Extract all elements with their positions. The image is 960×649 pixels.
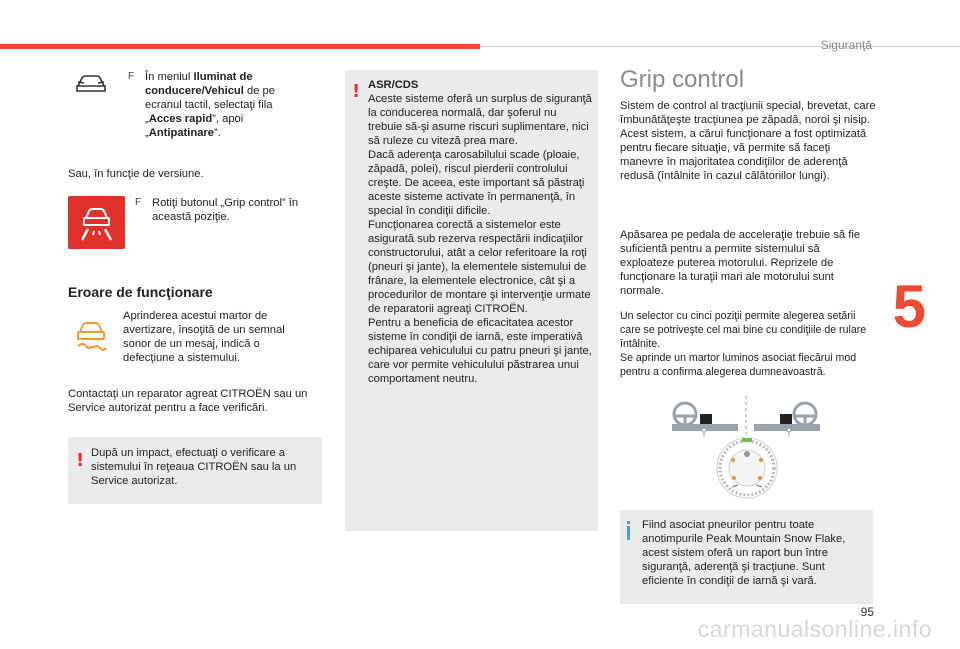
paragraph: Apăsarea pe pedala de acceleraţie trebuie să fie suficientă pentru a permite sistemului să exploateze puterea motorului. Reprizele de funcţionare la turaţii mari ale motorului sunt normale. [620, 229, 861, 297]
asr-cds-paragraph: Aceste sisteme oferă un surplus de siguranţă la conducerea normală, dar şoferul nu trebuie să-şi asume riscuri suplimentare, nici să ruleze cu viteză prea mare. [368, 93, 592, 147]
info-text: Fiind asociat pneurilor pentru toate anotimpurile Peak Mountain Snow Flake, acest sistem oferă un raport bun între siguranţă, aderenţă şi tracţiune. Sunt eficiente în condiţii de iarnă şi vară. [642, 519, 846, 587]
impact-warning-box [68, 437, 322, 504]
version-note: Sau, în funcţie de versiune. [68, 168, 204, 180]
paragraph: Acest sistem, a cărui funcţionare a fost optimizată pentru fiecare situaţie, vă permite să faceţi manevre în majoritatea condiţiilor de aderenţă redusă (întâlnite în cazul călătoriilor lungi). [620, 128, 867, 182]
bullet-marker: F [128, 71, 135, 82]
warning-icon: ! [352, 81, 361, 102]
asr-cds-paragraph: Dacă aderenţa carosabilului scade (ploaie, zăpadă, polei), riscul pierderii controlului creşte. De aceea, este important să păstraţi aceste sisteme activate în permanenţă, în special în condiţii dificile. [368, 149, 585, 217]
section-title: Siguranţă [820, 38, 872, 52]
asr-cds-box [345, 70, 598, 531]
skid-warning-icon [70, 318, 112, 354]
paragraph: Se aprinde un martor luminos asociat fiecărui mod pentru a confirma alegerea dumneavoastră. [620, 352, 857, 378]
grip-control-icon [68, 196, 125, 249]
menu-step-text: În meniul Iluminat de conducere/Vehicul de pe ecranul tactil, selectaţi fila „Acces rapid”, apoi „Antipatinare”. [145, 71, 275, 139]
asr-cds-title: ASR/CDS [368, 79, 419, 91]
selector-description [620, 309, 876, 379]
knob-step-text: Rotiţi butonul „Grip control” în această poziţie. [152, 197, 299, 223]
paragraph: Sistem de control al tracţiunii special, brevetat, care îmbunătăţeşte tracţiunea pe zăpadă, noroi şi nisip. [620, 100, 876, 126]
chapter-number: 5 [892, 273, 926, 340]
header-accent-bar [0, 44, 480, 49]
impact-warning-text: După un impact, efectuaţi o verificare a sistemului în reţeaua CITROËN sau la un Service autorizat. [91, 447, 297, 487]
bullet-marker: F [135, 197, 142, 208]
contact-text: Contactaţi un reparator agreat CITROËN sau un Service autorizat pentru a face verificări. [68, 388, 308, 414]
asr-cds-paragraph: Pentru a beneficia de eficacitatea acestor sisteme în condiţii de iarnă, este imperativă echiparea vehiculului cu patru pneuri şi jante, care vor permite vehiculului păstrarea unui comportament neutru. [368, 317, 592, 385]
error-text: Aprinderea acestui martor de avertizare, însoţită de un semnal sonor de un mesaj, indică o defecţiune a sistemului. [123, 310, 285, 364]
selector-illustration [650, 394, 840, 500]
asr-cds-paragraph: Funcţionarea corectă a sistemelor este asigurată sub rezerva respectării indicaţiilor constructorului, atât a celor referitoare la roţi (pneuri şi jante), la elementele sistemului de frânare, la elementele electronice, cât şi a procedurilor de montare şi intervenţie urmate de reparatorii agreaţi CITROËN. [368, 219, 591, 315]
warning-icon: ! [76, 450, 85, 471]
grip-control-heading: Grip control [620, 66, 745, 93]
paragraph: Un selector cu cinci poziţii permite alegerea setării care se potriveşte cel mai bine cu condiţiile de rulare întâlnite. [620, 310, 867, 350]
header-line [480, 46, 960, 47]
page-number: 95 [860, 605, 874, 619]
watermark: carmanualsonline.info [697, 616, 932, 642]
info-icon [627, 521, 630, 540]
car-icon [74, 70, 108, 96]
info-box [620, 510, 873, 604]
asr-cds-content [368, 78, 592, 386]
error-heading: Eroare de funcţionare [68, 284, 213, 300]
grip-control-intro [620, 99, 876, 183]
